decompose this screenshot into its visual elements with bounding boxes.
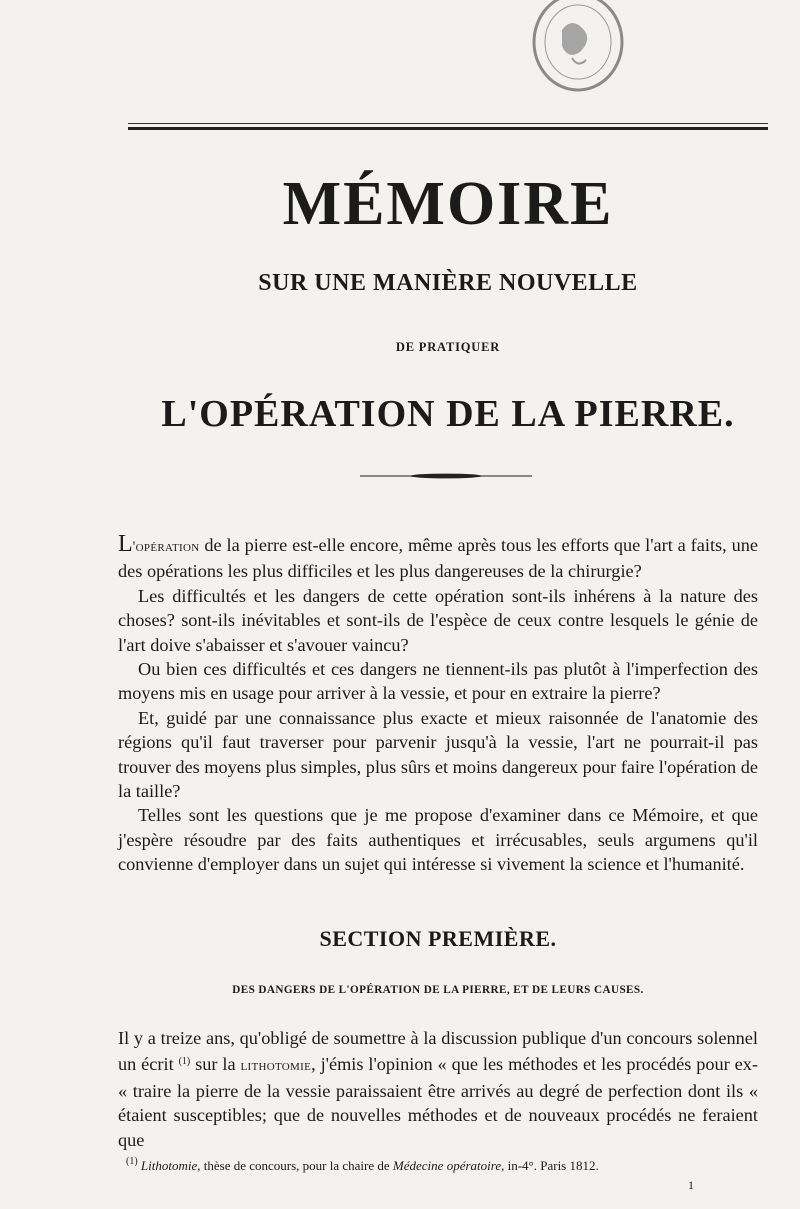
footnote-chair: Médecine opératoire <box>392 1158 502 1173</box>
section-subheading: DES DANGERS DE L'OPÉRATION DE LA PIERRE, ET DE LEURS CAUSES. <box>232 984 644 996</box>
ornamental-divider <box>360 468 532 484</box>
page-title: MÉMOIRE <box>282 170 614 238</box>
opening-word: 'opération <box>132 539 200 555</box>
footnote <box>126 1154 766 1174</box>
section-text-part-c: , j'émis l'opinion « que les méthodes et les procédés pour ex- « traire la pierre de la vessie paraissaient être arrivés au degré de perfection dont ils « étaient susceptibles; que de nouvelles méthodes et de nouveaux procédés ne feraient que <box>118 1054 758 1150</box>
paragraph-4: Et, guidé par une connaissance plus exacte et mieux raisonnée de l'anatomie des régions qu'il faut traverser pour parvenir jusqu'à la vessie, l'art ne pourrait-il pas trouver des moyens plus simples, plus sûrs et moins dangereux pour faire l'opération de la taille? <box>118 707 758 802</box>
page-signature: 1 <box>688 1178 694 1192</box>
footnote-mark: (1) <box>126 1156 138 1167</box>
section-heading: SECTION PREMIÈRE. <box>319 926 557 951</box>
paragraph-3: Ou bien ces difficultés et ces dangers ne tiennent-ils pas plutôt à l'imperfection des moyens mis en usage pour arriver à la vessie, et pour en extraire la pierre? <box>118 659 758 704</box>
section-text <box>118 1026 758 1152</box>
section-paragraph <box>118 1026 758 1152</box>
footnote-title: Lithotomie <box>140 1158 198 1173</box>
paragraph-1 <box>118 532 758 584</box>
section-text-part-a: Il y a treize ans, qu'obligé de soumettre à la discussion publique d'un concours solennel un écrit <box>118 1028 758 1075</box>
subtitle-connector: DE PRATIQUER <box>395 340 501 354</box>
subtitle: SUR UNE MANIÈRE NOUVELLE <box>258 270 638 296</box>
main-title: L'OPÉRATION DE LA PIERRE. <box>161 393 735 435</box>
footnote-text-a: , thèse de concours, pour la chaire de <box>197 1158 393 1173</box>
drop-cap: L <box>118 531 133 557</box>
paragraph-2: Les difficultés et les dangers de cette opération sont-ils inhérens à la nature des choses? sont-ils inévitables et sont-ils de l'espèce de ceux contre lesquels le génie de l'art doive s'abaisser et s'avouer vaincu? <box>118 585 758 655</box>
section-text-part-b: sur la <box>190 1054 241 1075</box>
top-double-rule <box>128 123 768 130</box>
footnote-reference: (1) <box>178 1056 191 1068</box>
library-stamp-seal <box>522 0 632 100</box>
intro-text <box>118 532 758 877</box>
paragraph-1-text: de la pierre est-elle encore, même après tous les efforts que l'art a faits, une des opérations les plus difficiles et les plus dangereuses de la chirurgie? <box>118 535 758 582</box>
footnote-text-b: , in-4°. Paris 1812. <box>501 1158 599 1173</box>
lithotomie-term: lithotomie <box>240 1058 312 1075</box>
paragraph-5: Telles sont les questions que je me propose d'examiner dans ce Mémoire, et que j'espère résoudre par des faits authentiques et irrécusables, seuls argumens qu'il convienne d'employer dans un sujet qui intéresse si vivement la science et l'humanité. <box>118 805 758 875</box>
